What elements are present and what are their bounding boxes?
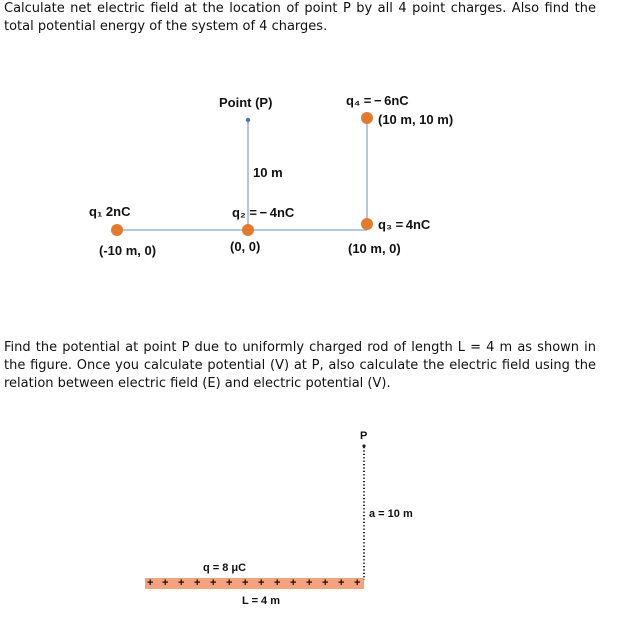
plus-sign: +: [162, 577, 169, 589]
plus-sign: +: [354, 577, 361, 589]
plus-sign: +: [147, 577, 154, 589]
q3-coords: (10 m, 0): [348, 241, 401, 256]
plus-sign: +: [274, 577, 281, 589]
q4-label: q₄ = − 6nC: [346, 93, 409, 108]
plus-sign: +: [306, 577, 313, 589]
fig2-point-label: P: [360, 430, 368, 442]
fig2-length-label: L = 4 m: [242, 595, 281, 607]
point-p-label: Point (P): [219, 95, 273, 110]
q2-label: q₂ = − 4nC: [232, 205, 295, 220]
q3-label: q₃ = 4nC: [378, 217, 431, 232]
distance-label: 10 m: [253, 165, 283, 180]
plus-sign: +: [226, 577, 233, 589]
q2-coords: (0, 0): [230, 239, 261, 254]
plus-sign: +: [258, 577, 265, 589]
plus-sign: +: [322, 577, 329, 589]
plus-sign: +: [178, 577, 185, 589]
fig2-distance-label: a = 10 m: [369, 508, 413, 520]
plus-sign: +: [194, 577, 201, 589]
q4-coords: (10 m, 10 m): [378, 112, 454, 127]
plus-sign: +: [210, 577, 217, 589]
q1-coords: (-10 m, 0): [99, 243, 157, 258]
point-p-dot: [362, 444, 365, 447]
question-1-text: Calculate net electric field at the location of point P by all 4 point charges. Also find the total potential energy of the system of 4 charges.: [4, 1, 596, 34]
plus-sign: +: [242, 577, 249, 589]
plus-sign: +: [338, 577, 345, 589]
fig2-charge-label: q = 8 μC: [203, 562, 247, 574]
q1-label: q₁ 2nC: [89, 204, 131, 219]
plus-sign: +: [290, 577, 297, 589]
question-2-text: Find the potential at point P due to uniformly charged rod of length L = 4 m as shown in the figure. Once you calculate potential (V) at P, also calculate the electric field using the relation between electric field (E) and electric potential (V).: [4, 340, 596, 391]
